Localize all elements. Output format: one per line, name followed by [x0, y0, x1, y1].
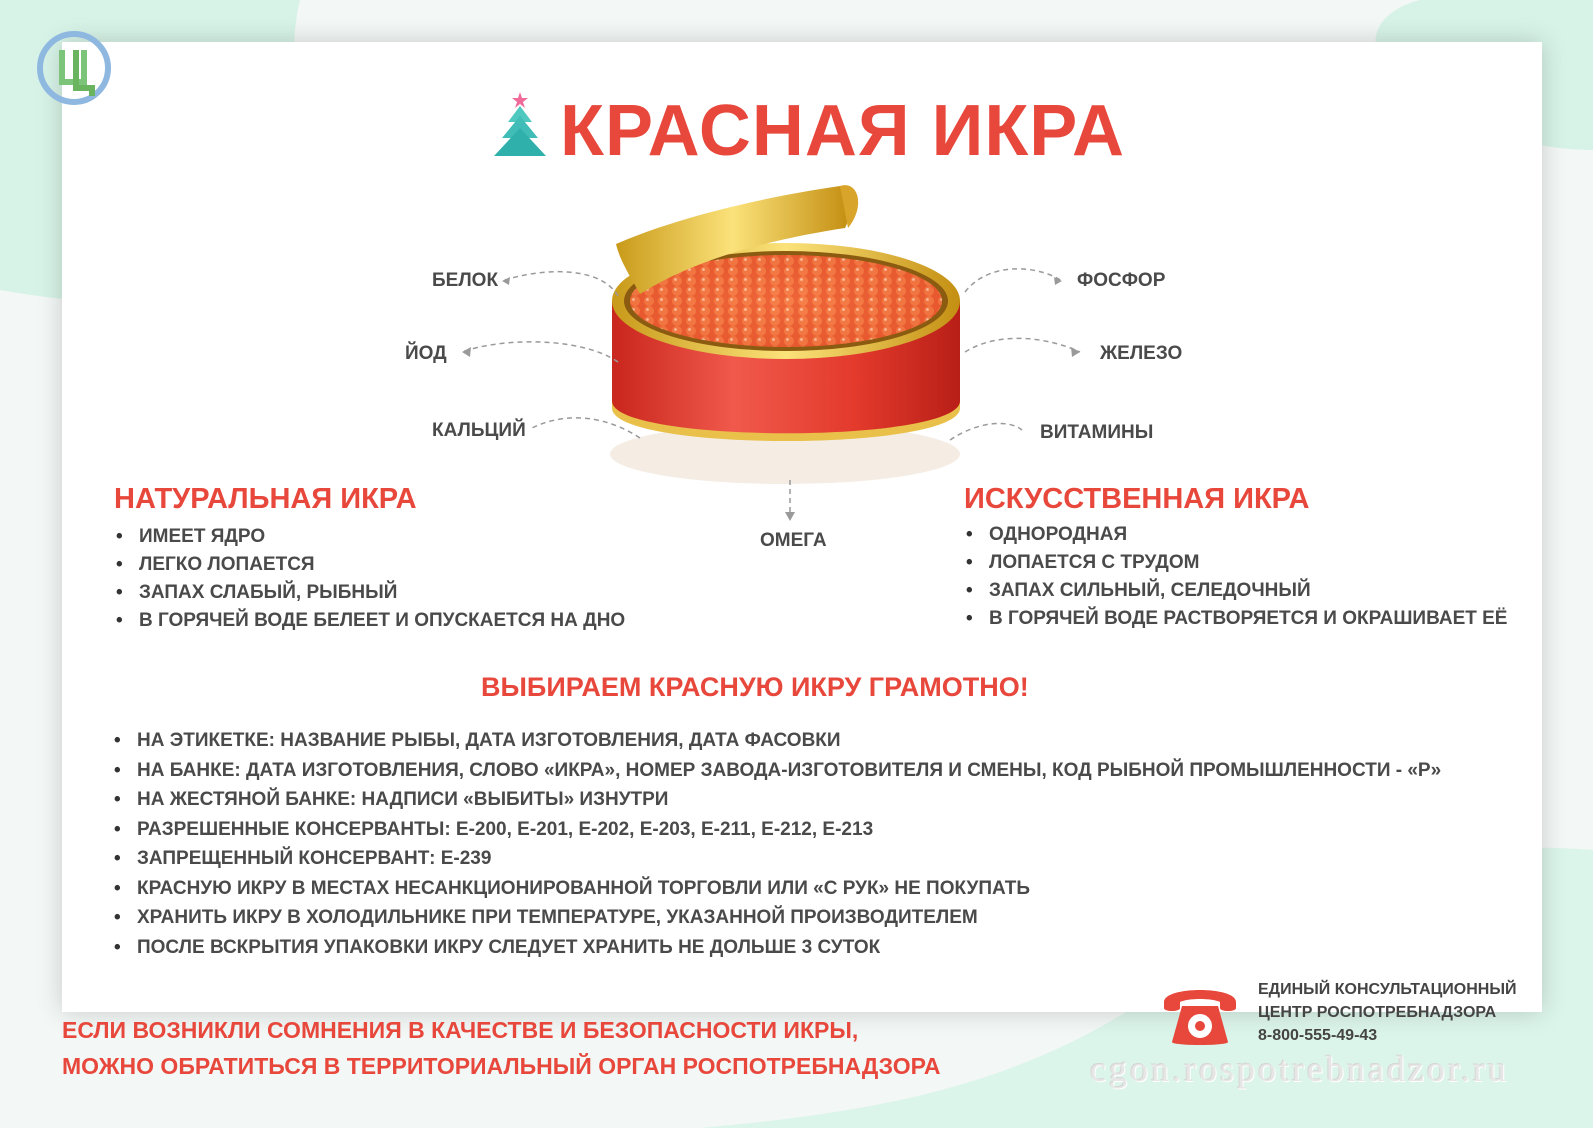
nutrient-label: ЙОД: [405, 343, 447, 364]
artificial-caviar-list: [966, 521, 1508, 633]
footer-notice-line: МОЖНО ОБРАТИТЬСЯ В ТЕРРИТОРИАЛЬНЫЙ ОРГАН РОСПОТРЕБНАДЗОРА: [62, 1053, 941, 1079]
list-item: • ЛЕГКО ЛОПАЕТСЯ: [116, 551, 625, 579]
list-item: • ХРАНИТЬ ИКРУ В ХОЛОДИЛЬНИКЕ ПРИ ТЕМПЕРАТУРЕ, УКАЗАННОЙ ПРОИЗВОДИТЕЛЕМ: [114, 903, 1441, 933]
contact-info: [1258, 978, 1517, 1047]
website-link[interactable]: cgon.rospotrebnadzor.ru: [1090, 1049, 1509, 1089]
list-item: • РАЗРЕШЕННЫЕ КОНСЕРВАНТЫ: Е-200, Е-201, Е-202, Е-203, Е-211, Е-212, Е-213: [114, 815, 1441, 845]
caviar-can-illustration: [600, 176, 980, 496]
contact-line: ЕДИНЫЙ КОНСУЛЬТАЦИОННЫЙ: [1258, 981, 1517, 998]
nutrient-label: ОМЕГА: [760, 530, 827, 551]
list-item: • ЗАПАХ СЛАБЫЙ, РЫБНЫЙ: [116, 579, 625, 607]
list-item: • В ГОРЯЧЕЙ ВОДЕ РАСТВОРЯЕТСЯ И ОКРАШИВАЕТ ЕЁ: [966, 605, 1508, 633]
phone-number[interactable]: 8-800-555-49-43: [1258, 1027, 1378, 1044]
footer-notice: [62, 1012, 941, 1084]
page-title: КРАСНАЯ ИКРА: [560, 91, 1125, 171]
footer-notice-line: ЕСЛИ ВОЗНИКЛИ СОМНЕНИЯ В КАЧЕСТВЕ И БЕЗОПАСНОСТИ ИКРЫ,: [62, 1017, 859, 1043]
nutrient-label: КАЛЬЦИЙ: [432, 420, 526, 441]
list-item: • ЗАПАХ СИЛЬНЫЙ, СЕЛЕДОЧНЫЙ: [966, 577, 1508, 605]
natural-caviar-heading: НАТУРАЛЬНАЯ ИКРА: [114, 483, 417, 515]
list-item: • НА БАНКЕ: ДАТА ИЗГОТОВЛЕНИЯ, СЛОВО «ИКРА», НОМЕР ЗАВОДА-ИЗГОТОВИТЕЛЯ И СМЕНЫ, КОД РЫБНОЙ ПРОМЫШЛЕННОСТИ - «Р»: [114, 756, 1441, 786]
christmas-tree-icon: [490, 88, 550, 164]
telephone-icon: [1160, 980, 1240, 1050]
nutrient-label: БЕЛОК: [432, 270, 499, 291]
artificial-caviar-heading: ИСКУССТВЕННАЯ ИКРА: [964, 483, 1310, 515]
list-item: • В ГОРЯЧЕЙ ВОДЕ БЕЛЕЕТ И ОПУСКАЕТСЯ НА ДНО: [116, 607, 625, 635]
list-item: • КРАСНУЮ ИКРУ В МЕСТАХ НЕСАНКЦИОНИРОВАННОЙ ТОРГОВЛИ ИЛИ «С РУК» НЕ ПОКУПАТЬ: [114, 874, 1441, 904]
list-item: • НА ЭТИКЕТКЕ: НАЗВАНИЕ РЫБЫ, ДАТА ИЗГОТОВЛЕНИЯ, ДАТА ФАСОВКИ: [114, 726, 1441, 756]
cgon-logo-icon: [36, 30, 112, 106]
contact-line: ЦЕНТР РОСПОТРЕБНАДЗОРА: [1258, 1004, 1497, 1021]
list-item: • ПОСЛЕ ВСКРЫТИЯ УПАКОВКИ ИКРУ СЛЕДУЕТ ХРАНИТЬ НЕ ДОЛЬШЕ 3 СУТОК: [114, 933, 1441, 963]
nutrient-label: ВИТАМИНЫ: [1040, 422, 1154, 443]
list-item: • ИМЕЕТ ЯДРО: [116, 523, 625, 551]
nutrient-label: ФОСФОР: [1077, 270, 1166, 291]
list-item: • ОДНОРОДНАЯ: [966, 521, 1508, 549]
choose-tips-list: [114, 726, 1441, 962]
nutrient-label: ЖЕЛЕЗО: [1100, 343, 1183, 364]
list-item: • ЗАПРЕЩЕННЫЙ КОНСЕРВАНТ: Е-239: [114, 844, 1441, 874]
choose-heading: ВЫБИРАЕМ КРАСНУЮ ИКРУ ГРАМОТНО!: [481, 672, 1029, 702]
natural-caviar-list: [116, 523, 625, 635]
list-item: • НА ЖЕСТЯНОЙ БАНКЕ: НАДПИСИ «ВЫБИТЫ» ИЗНУТРИ: [114, 785, 1441, 815]
list-item: • ЛОПАЕТСЯ С ТРУДОМ: [966, 549, 1508, 577]
